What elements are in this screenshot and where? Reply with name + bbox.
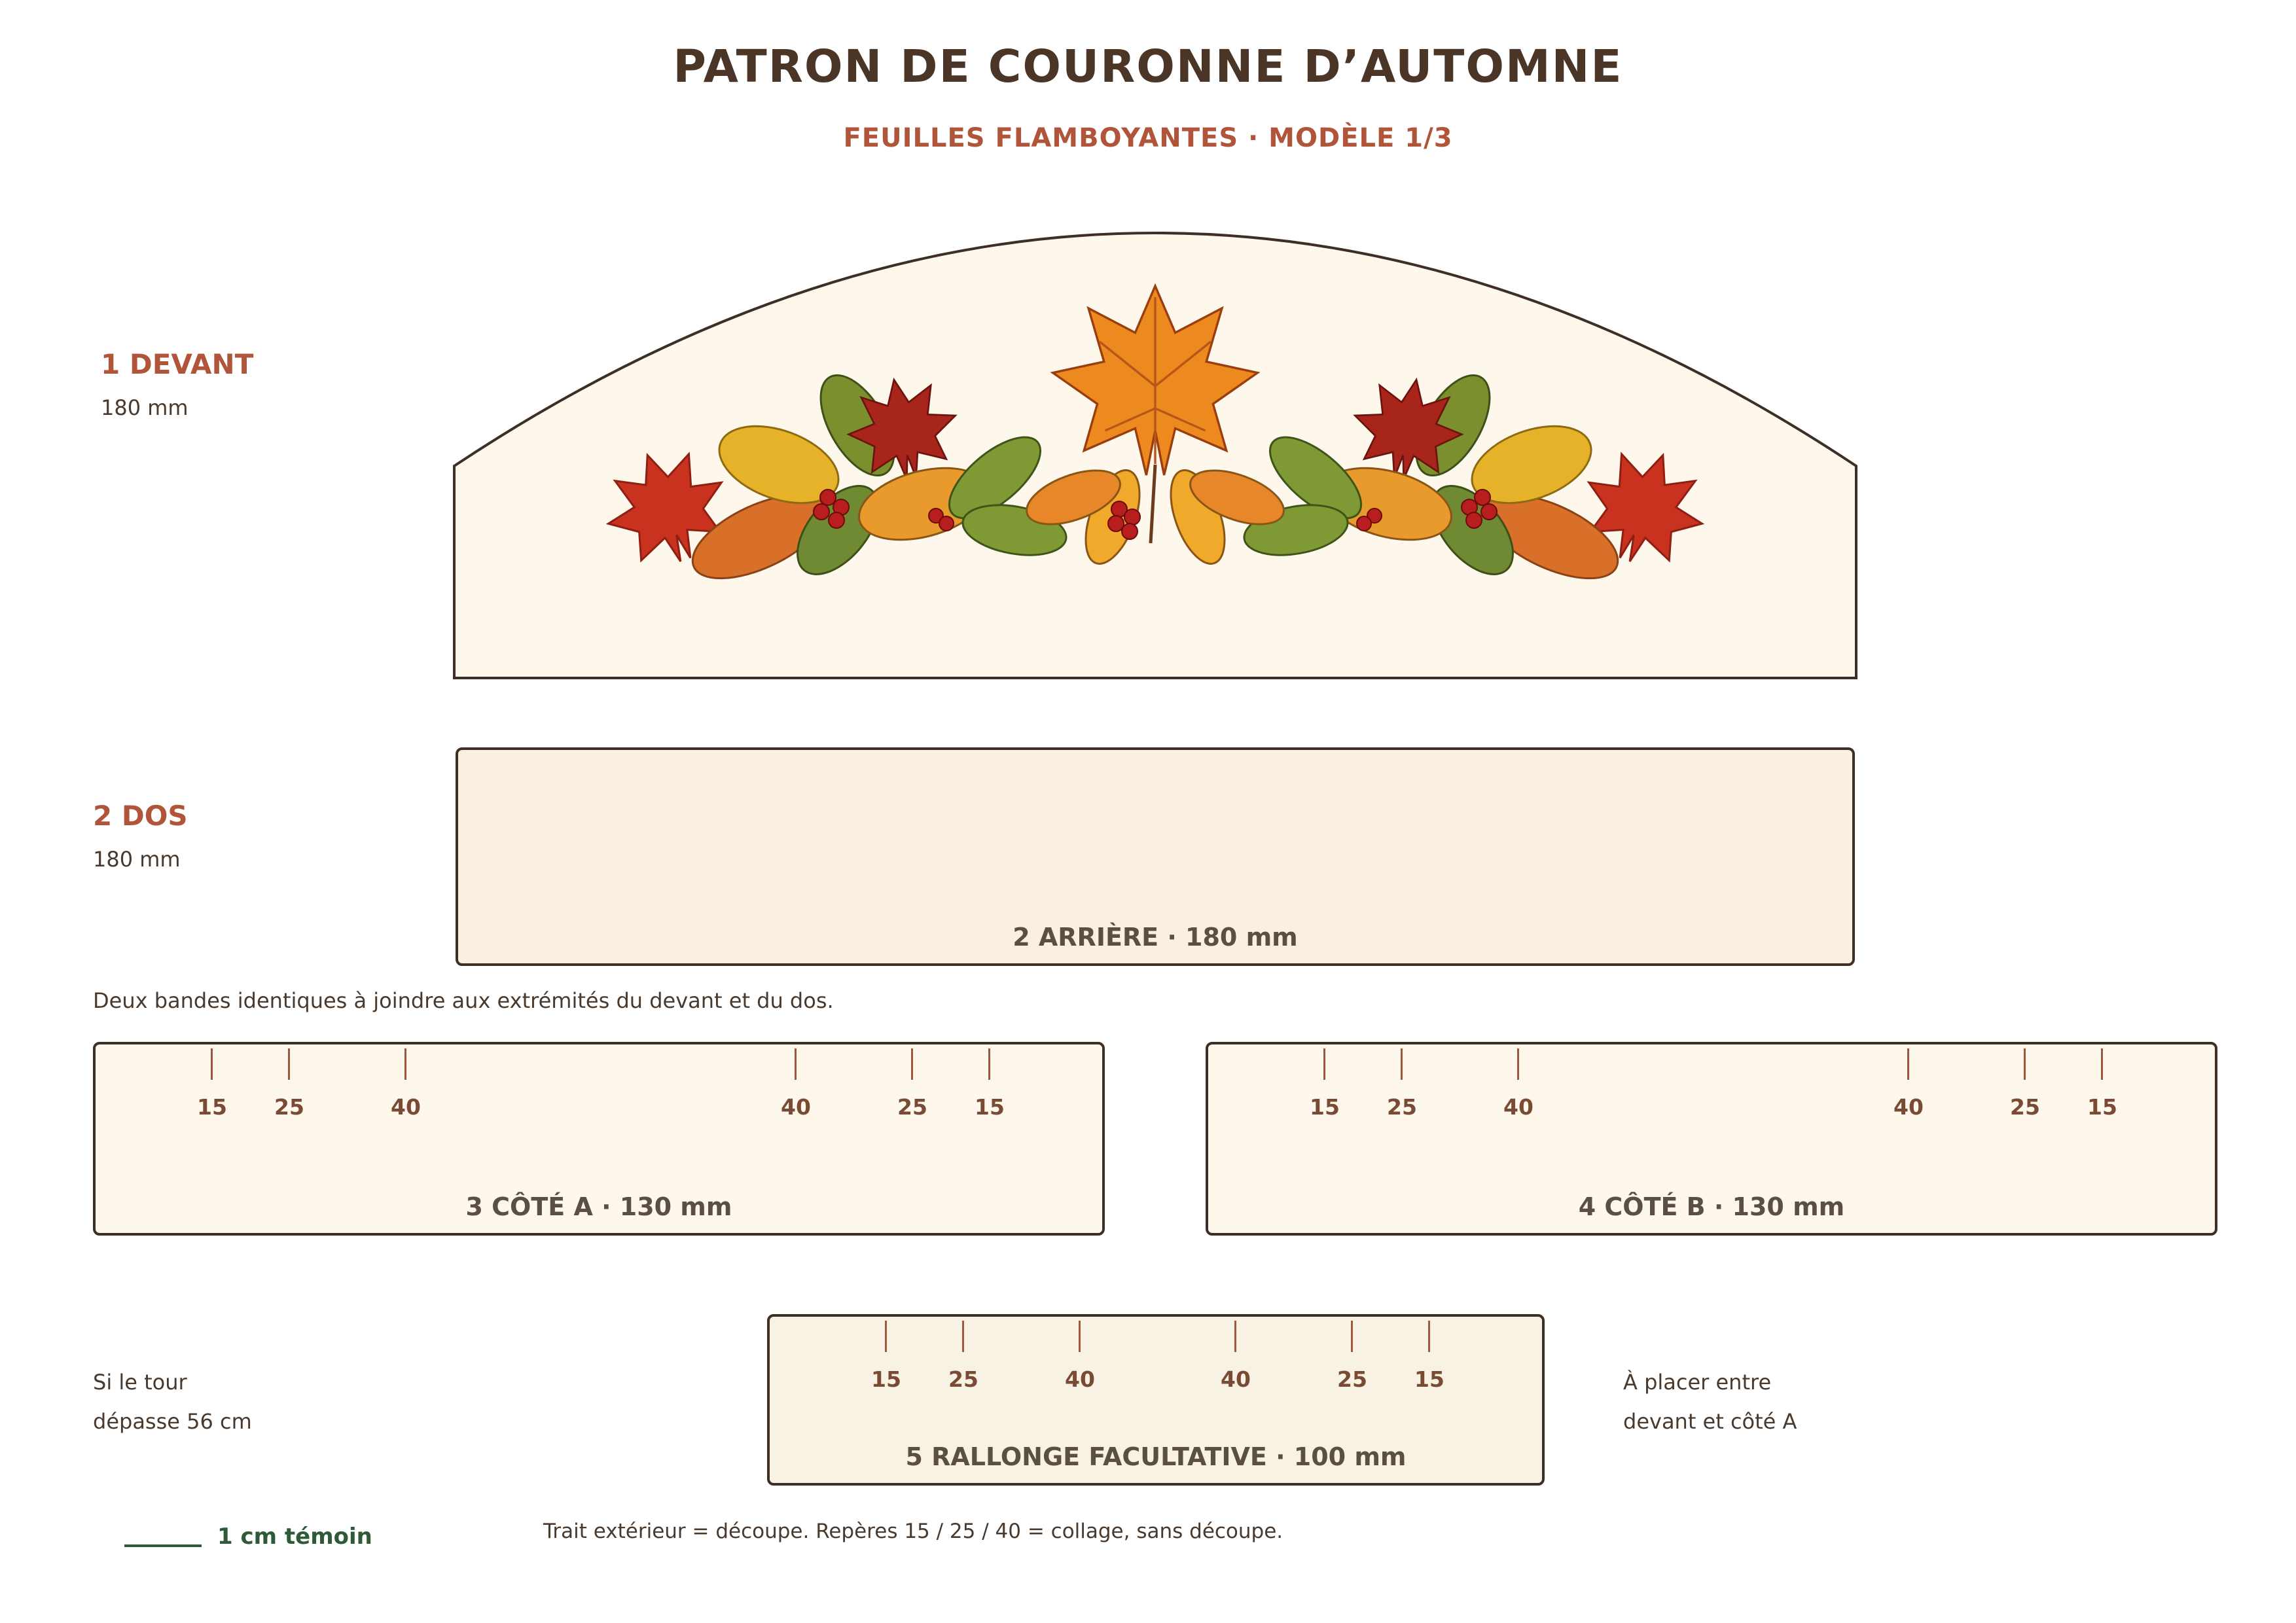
glue-mark [288,1048,290,1080]
glue-mark [911,1048,913,1080]
glue-mark-label: 15 [2087,1094,2117,1120]
glue-mark [2101,1048,2103,1080]
glue-mark [1079,1321,1081,1352]
back-section-label: 2 DOS [93,800,188,832]
glue-mark-label: 25 [1337,1366,1367,1392]
glue-mark-label: 40 [1065,1366,1095,1392]
side-b-piece [1206,1042,2217,1236]
side-b-caption: 4 CÔTÉ B · 130 mm [1578,1192,1845,1221]
glue-mark [962,1321,964,1352]
glue-mark-label: 25 [2010,1094,2040,1120]
extension-left-note-line: dépasse 56 cm [93,1409,252,1434]
side-a-piece [93,1042,1105,1236]
glue-mark-label: 40 [1893,1094,1924,1120]
side-a-caption: 3 CÔTÉ A · 130 mm [465,1192,732,1221]
glue-mark-label: 25 [274,1094,304,1120]
back-piece [456,747,1855,966]
scale-reference-line [124,1544,202,1547]
glue-mark [1323,1048,1325,1080]
glue-mark [1401,1048,1403,1080]
extension-left-note [93,1363,252,1441]
glue-mark-label: 40 [1221,1366,1251,1392]
glue-mark-label: 15 [975,1094,1005,1120]
scale-reference-label: 1 cm témoin [217,1524,372,1550]
glue-mark [1351,1321,1353,1352]
glue-mark-label: 15 [1310,1094,1340,1120]
glue-mark-label: 40 [1503,1094,1534,1120]
page-title: PATRON DE COURONNE D’AUTOMNE [673,41,1623,93]
glue-mark [404,1048,406,1080]
glue-mark [2024,1048,2026,1080]
glue-mark-label: 40 [781,1094,811,1120]
extension-right-note-line: devant et côté A [1623,1409,1797,1434]
glue-mark [1234,1321,1236,1352]
glue-mark [795,1048,797,1080]
glue-mark-label: 25 [948,1366,978,1392]
glue-mark [1517,1048,1519,1080]
back-piece-caption: 2 ARRIÈRE · 180 mm [1013,923,1298,952]
glue-mark [885,1321,887,1352]
front-section-label: 1 DEVANT [101,348,254,380]
strips-note: Deux bandes identiques à joindre aux extrémités du devant et du dos. [93,988,834,1013]
glue-mark-label: 15 [871,1366,901,1392]
cutting-legend: Trait extérieur = découpe. Repères 15 / 25 / 40 = collage, sans découpe. [543,1520,1283,1543]
glue-mark-label: 15 [197,1094,227,1120]
extension-piece [767,1314,1545,1486]
extension-left-note-line: Si le tour [93,1370,187,1395]
front-section-size: 180 mm [101,395,188,420]
back-section-size: 180 mm [93,847,181,872]
glue-mark-label: 40 [391,1094,421,1120]
glue-mark-label: 25 [1387,1094,1417,1120]
extension-caption: 5 RALLONGE FACULTATIVE · 100 mm [905,1442,1407,1471]
extension-right-note [1623,1363,1797,1441]
glue-mark [988,1048,990,1080]
extension-right-note-line: À placer entre [1623,1370,1772,1395]
front-piece [452,190,1859,681]
page-subtitle: FEUILLES FLAMBOYANTES · MODÈLE 1/3 [843,123,1453,153]
glue-mark-label: 15 [1414,1366,1444,1392]
glue-mark [1907,1048,1909,1080]
glue-mark [211,1048,213,1080]
glue-mark-label: 25 [897,1094,927,1120]
glue-mark [1428,1321,1430,1352]
